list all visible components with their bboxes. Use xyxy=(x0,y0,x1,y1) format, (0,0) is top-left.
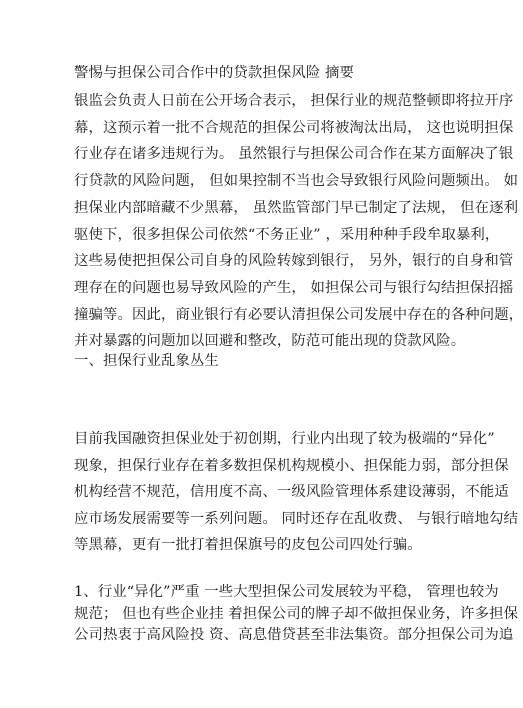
paragraph-line: 现象，担保行业存在着多数担保机构规模小、担保能力弱，部分担保 xyxy=(74,457,509,474)
paragraph-line: 目前我国融资担保业处于初创期，行业内出现了较为极端的“异化” xyxy=(74,431,495,447)
section-heading xyxy=(74,350,444,372)
document-title xyxy=(74,62,444,84)
paragraph-line: 撞骗等。因此，商业银行有必要认清担保公司发展中存在的各种问题， xyxy=(74,306,523,323)
paragraph-line: 应市场发展需要等一系列问题。 同时还存在乱收费、 与银行暗地勾结 xyxy=(74,510,519,527)
subsection-paragraph xyxy=(74,582,519,647)
title-text: 警惕与担保公司合作中的贷款担保风险 摘要 xyxy=(74,65,354,81)
paragraph-line: 1、行业“异化”严重 一些大型担保公司发展较为平稳， 管理也较为 xyxy=(74,584,499,600)
paragraph-line: 公司热衷于高风险投 资、高息借贷甚至非法集资。部分担保公司为追 xyxy=(74,627,514,643)
paragraph-line: 理存在的问题也易导致风险的产生， 如担保公司与银行勾结担保招摇 xyxy=(74,279,514,296)
paragraph-line: 幕，这预示着一批不合规范的担保公司将被淘汰出局， 这也说明担保 xyxy=(74,119,514,136)
paragraph-line: 这些易使把担保公司自身的风险转嫁到银行， 另外，银行的自身和管 xyxy=(74,253,514,270)
paragraph-line: 等黑幕，更有一批打着担保旗号的皮包公司四处行骗。 xyxy=(74,537,422,554)
paragraph-line: 规范； 但也有些企业挂 着担保公司的牌子却不做担保业务，许多担保 xyxy=(74,605,519,622)
abstract-paragraph xyxy=(74,88,523,355)
body-paragraph xyxy=(74,426,519,559)
section-heading-text: 一、担保行业乱象丛生 xyxy=(74,353,219,369)
paragraph-line: 银监会负责人日前在公开场合表示， 担保行业的规范整顿即将拉开序 xyxy=(74,93,514,109)
paragraph-line: 驱使下，很多担保公司依然“不务正业” ，采用种种手段牟取暴利， xyxy=(74,226,500,243)
paragraph-line: 机构经营不规范，信用度不高、一级风险管理体系建设薄弱，不能适 xyxy=(74,484,509,501)
paragraph-line: 担保业内部暗藏不少黑幕， 虽然监管部门早已制定了法规， 但在逐利 xyxy=(74,199,519,216)
paragraph-line: 行贷款的风险问题， 但如果控制不当也会导致银行风险问题频出。 如 xyxy=(74,173,519,190)
paragraph-line: 并对暴露的问题加以回避和整改，防范可能出现的贷款风险。 xyxy=(74,333,466,350)
paragraph-line: 行业存在诸多违规行为。 虽然银行与担保公司合作在某方面解决了银 xyxy=(74,146,514,163)
